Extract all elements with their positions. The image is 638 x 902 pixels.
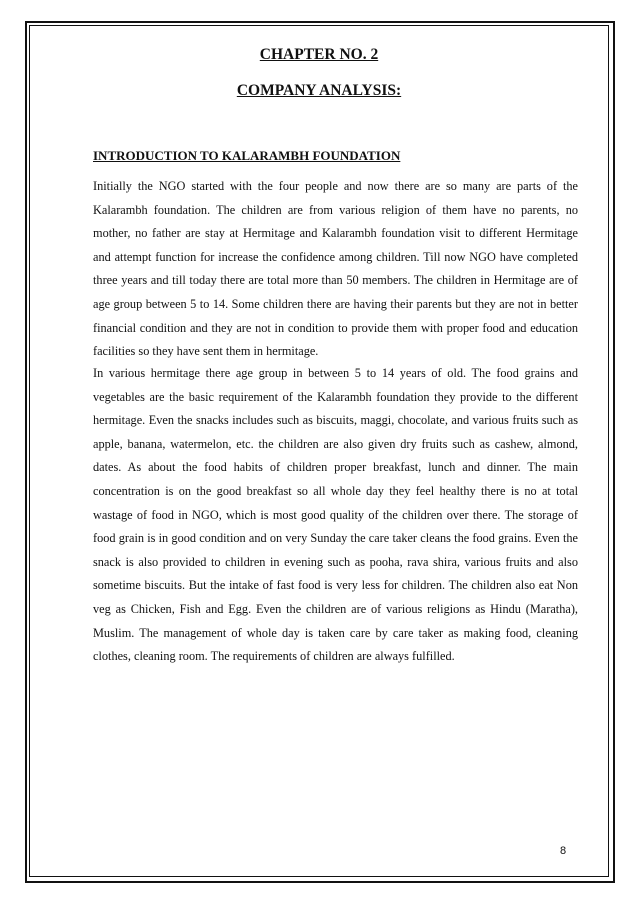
- paragraph-2: In various hermitage there age group in between 5 to 14 years of old. The food grains and vegetables are the basic requirement of the Kalarambh foundation they provide to the different hermitage. Even the snacks includes such as biscuits, maggi, chocolate, and various fruits such as apple, banana, watermelon, etc. the children are also given dry fruits such as cashew, almond, dates. As about the food habits of children proper breakfast, lunch and dinner. The main concentration is on the good breakfast so all whole day they feel healthy there is no at total wastage of food in NGO, which is most good quality of the children over there. The storage of food grain is in good condition and on very Sunday the care taker cleans the food grains. Even the snack is also provided to children in evening such as pooha, rava shira, various fruits and also sometime biscuits. But the intake of fast food is very less for children. The children also eat Non veg as Chicken, Fish and Egg. Even the children are of various religions as Hindu (Maratha), Muslim. The management of whole day is taken care by care taker as making food, cleaning clothes, cleaning room. The requirements of children are always fulfilled.: [93, 366, 578, 664]
- subsection-title: INTRODUCTION TO KALARAMBH FOUNDATION: [93, 148, 401, 163]
- page-number: 8: [560, 845, 567, 857]
- section-title: COMPANY ANALYSIS:: [236, 82, 402, 99]
- paragraph-1: Initially the NGO started with the four people and now there are so many are parts of the Kalarambh foundation. The children are from various religion of them have no parents, no mother, no father are stay at Hermitage and Kalarambh foundation visit to different Hermitage and attempt function for increase the confidence among children. Till now NGO have completed three years and till today there are total more than 50 members. The children in Hermitage are of age group between 5 to 14. Some children there are having their parents but they are not in better financial condition and they are not in condition to provide them with proper food and education facilities so they have sent them in hermitage.: [93, 179, 578, 359]
- chapter-title: CHAPTER NO. 2: [259, 46, 379, 63]
